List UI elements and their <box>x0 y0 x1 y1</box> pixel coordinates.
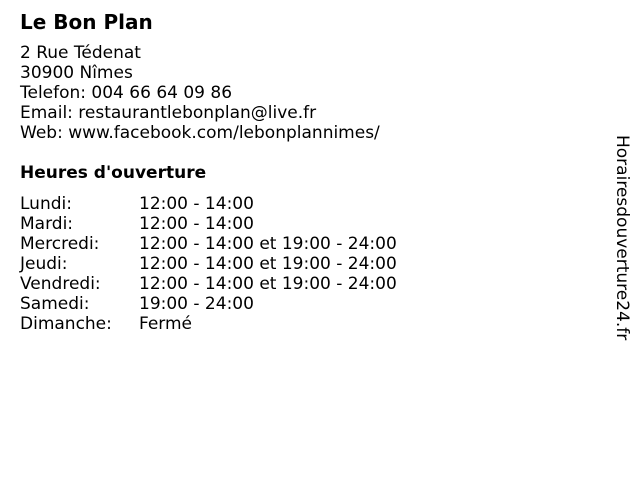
hours-heading: Heures d'ouverture <box>20 163 207 183</box>
time-value: 12:00 - 14:00 <box>139 194 254 214</box>
hours-row-sunday <box>20 314 397 334</box>
website: Web: www.facebook.com/lebonplannimes/ <box>20 123 380 143</box>
hours-row-saturday <box>20 294 397 314</box>
day-label: Jeudi: <box>20 254 68 274</box>
hours-row-wednesday <box>20 234 397 254</box>
day-label: Dimanche: <box>20 314 112 334</box>
time-value: 12:00 - 14:00 et 19:00 - 24:00 <box>139 254 397 274</box>
time-value: 12:00 - 14:00 et 19:00 - 24:00 <box>139 234 397 254</box>
time-value: 12:00 - 14:00 <box>139 214 254 234</box>
time-value: 19:00 - 24:00 <box>139 294 254 314</box>
day-label: Samedi: <box>20 294 90 314</box>
city-address: 30900 Nîmes <box>20 63 133 83</box>
day-label: Lundi: <box>20 194 72 214</box>
day-label: Vendredi: <box>20 274 101 294</box>
hours-row-friday <box>20 274 397 294</box>
restaurant-name: Le Bon Plan <box>20 10 153 34</box>
day-label: Mercredi: <box>20 234 100 254</box>
phone-number: Telefon: 004 66 64 09 86 <box>20 83 233 103</box>
hours-row-monday <box>20 194 397 214</box>
email-address: Email: restaurantlebonplan@live.fr <box>20 103 317 123</box>
day-label: Mardi: <box>20 214 74 234</box>
watermark-text: Horairesdouverture24.fr <box>612 135 632 341</box>
contact-block <box>20 43 380 143</box>
time-value: 12:00 - 14:00 et 19:00 - 24:00 <box>139 274 397 294</box>
street-address: 2 Rue Tédenat <box>20 43 141 63</box>
hours-row-tuesday <box>20 214 397 234</box>
hours-table <box>20 194 397 334</box>
hours-row-thursday <box>20 254 397 274</box>
time-value: Fermé <box>139 314 193 334</box>
